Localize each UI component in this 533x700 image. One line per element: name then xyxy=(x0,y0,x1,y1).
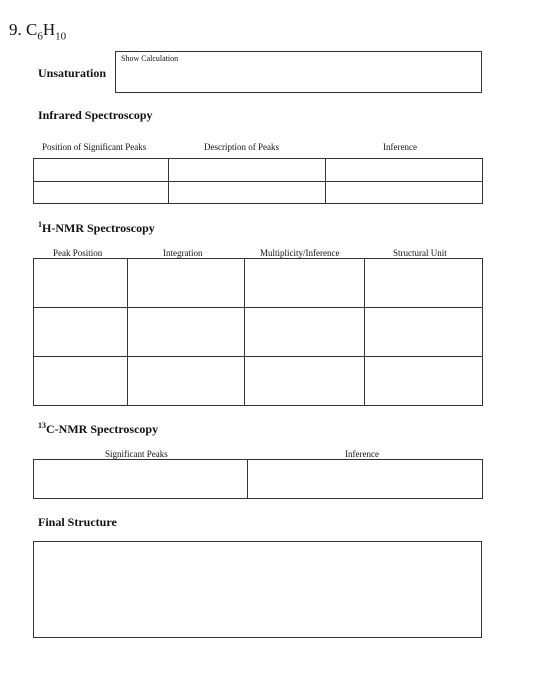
table-cell[interactable] xyxy=(365,259,483,308)
table-cell[interactable] xyxy=(248,460,483,499)
table-cell[interactable] xyxy=(365,308,483,357)
table-row xyxy=(34,259,483,308)
infrared-table xyxy=(33,158,483,204)
table-cell[interactable] xyxy=(326,181,483,204)
table-row xyxy=(34,159,483,182)
cnmr-header-significant-peaks: Significant Peaks xyxy=(105,449,168,459)
cnmr-table xyxy=(33,459,483,499)
unsaturation-calculation-box[interactable] xyxy=(115,51,482,93)
problem-heading xyxy=(9,20,66,42)
table-cell[interactable] xyxy=(34,159,169,182)
infrared-title: Infrared Spectroscopy xyxy=(38,108,153,122)
table-cell[interactable] xyxy=(128,308,245,357)
table-cell[interactable] xyxy=(34,181,169,204)
final-structure-box[interactable] xyxy=(33,541,482,638)
table-cell[interactable] xyxy=(245,308,365,357)
hnmr-header-peak-position: Peak Position xyxy=(53,248,103,258)
molecular-formula: $C_6H_{10}$ xyxy=(26,20,67,43)
hnmr-header-structural-unit: Structural Unit xyxy=(393,248,447,258)
table-row xyxy=(34,181,483,204)
table-cell[interactable] xyxy=(326,159,483,182)
problem-number: 9. xyxy=(9,20,22,39)
table-cell[interactable] xyxy=(245,357,365,406)
table-cell[interactable] xyxy=(169,181,326,204)
table-row xyxy=(34,308,483,357)
hnmr-header-integration: Integration xyxy=(163,248,203,258)
table-cell[interactable] xyxy=(128,259,245,308)
table-cell[interactable] xyxy=(34,259,128,308)
ir-header-inference: Inference xyxy=(383,142,417,152)
final-structure-title: Final Structure xyxy=(38,515,117,529)
cnmr-title: $^{13}$C-NMR Spectroscopy xyxy=(38,421,159,436)
hnmr-table xyxy=(33,258,483,406)
cnmr-header-inference: Inference xyxy=(345,449,379,459)
table-cell[interactable] xyxy=(245,259,365,308)
ir-header-position: Position of Significant Peaks xyxy=(42,142,147,152)
table-cell[interactable] xyxy=(169,159,326,182)
hnmr-header-multiplicity: Multiplicity/Inference xyxy=(260,248,340,258)
table-cell[interactable] xyxy=(34,460,248,499)
show-calculation-caption: Show Calculation xyxy=(121,54,179,63)
table-cell[interactable] xyxy=(365,357,483,406)
table-cell[interactable] xyxy=(34,357,128,406)
table-cell[interactable] xyxy=(128,357,245,406)
hnmr-title: $^1$H-NMR Spectroscopy xyxy=(38,220,155,235)
ir-header-description: Description of Peaks xyxy=(204,142,279,152)
table-row xyxy=(34,357,483,406)
unsaturation-label: Unsaturation xyxy=(38,66,107,80)
table-cell[interactable] xyxy=(34,308,128,357)
table-row xyxy=(34,460,483,499)
